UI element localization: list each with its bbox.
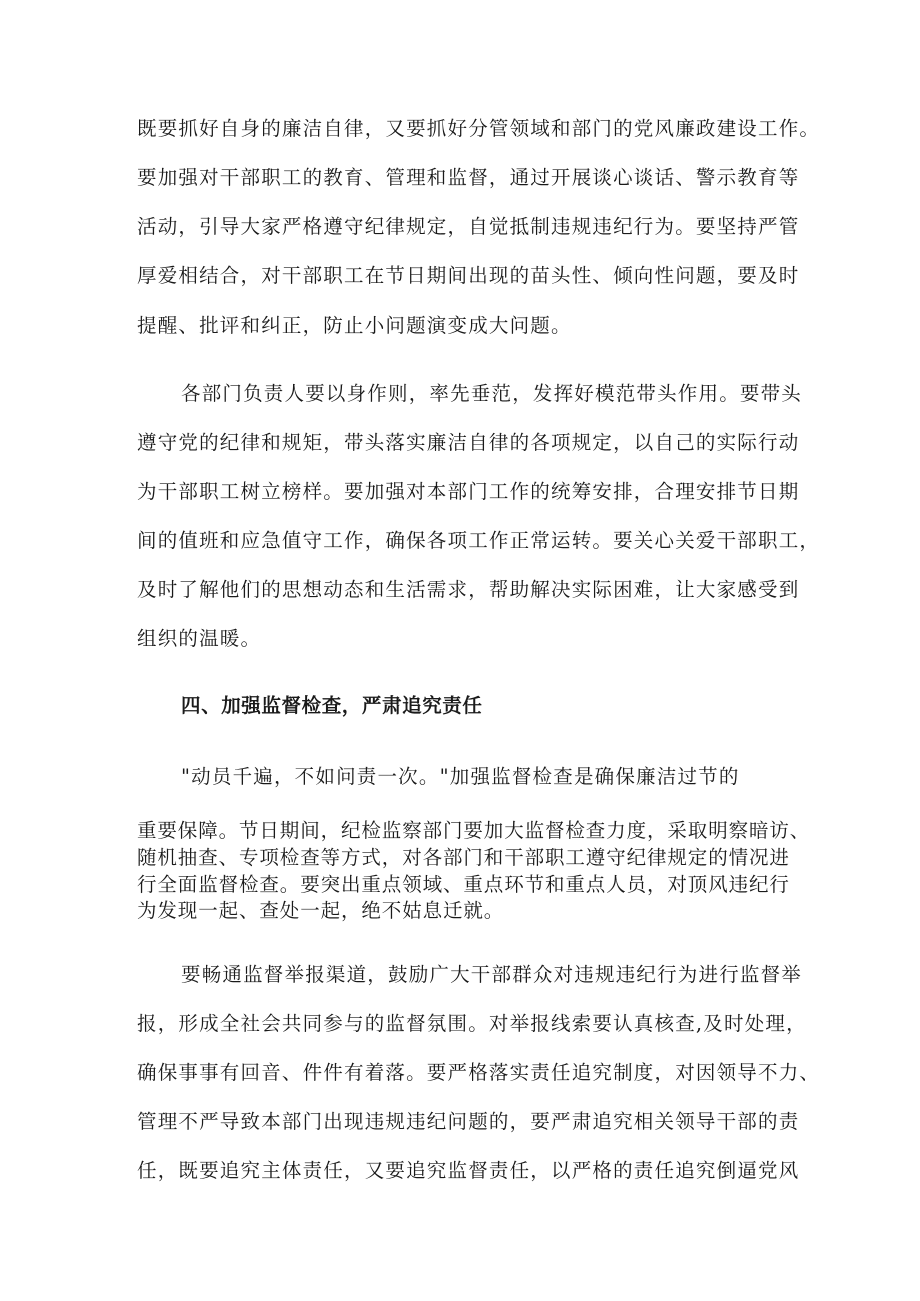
- paragraph-line: 活动，引导大家严格遵守纪律规定，自觉抵制违规违纪行为。要坚持严管: [137, 215, 800, 238]
- paragraph-line: 重要保障。节日期间，纪检监察部门要加大监督检查力度，采取明察暗访、: [137, 819, 811, 842]
- section-heading: 四、加强监督检查，严肃追究责任: [181, 694, 483, 717]
- paragraph-line: 行全面监督检查。要突出重点领域、重点环节和重点人员，对顶风违纪行: [137, 873, 790, 896]
- paragraph-line: 随机抽查、专项检查等方式，对各部门和干部职工遵守纪律规定的情况进: [137, 846, 790, 869]
- paragraph-line: 确保事事有回音、件件有着落。要严格落实责任追究制度，对因领导不力、: [137, 1061, 821, 1084]
- paragraph-line: 组织的温暖。: [137, 627, 262, 650]
- paragraph-line: 间的值班和应急值守工作，确保各项工作正常运转。要关心关爱干部职工，: [137, 529, 821, 552]
- paragraph-line: 各部门负责人要以身作则，率先垂范，发挥好模范带头作用。要带头: [181, 382, 803, 405]
- paragraph-line: 报，形成全社会共同参与的监督氛围。对举报线索要认真核查,及时处理，: [137, 1012, 807, 1035]
- paragraph-line: 及时了解他们的思想动态和生活需求，帮助解决实际困难，让大家感受到: [137, 578, 800, 601]
- paragraph-line: 遵守党的纪律和规矩，带头落实廉洁自律的各项规定，以自己的实际行动: [137, 431, 800, 454]
- paragraph-line: 为干部职工树立榜样。要加强对本部门工作的统筹安排，合理安排节日期: [137, 480, 800, 503]
- paragraph-line: 要加强对干部职工的教育、管理和监督，通过开展谈心谈话、警示教育等: [137, 166, 800, 189]
- paragraph-line: 既要抓好自身的廉洁自律，又要抓好分管领域和部门的党风廉政建设工作。: [137, 117, 821, 140]
- paragraph-line: 为发现一起、查处一起，绝不姑息迁就。: [137, 899, 505, 922]
- paragraph-line: 任，既要追究主体责任，又要追究监督责任，以严格的责任追究倒逼党风: [137, 1159, 800, 1182]
- paragraph-line: 要畅通监督举报渠道，鼓励广大干部群众对违规违纪行为进行监督举: [181, 963, 803, 986]
- paragraph-line: "动员千遍，不如问责一次。"加强监督检查是确保廉洁过节的: [181, 765, 740, 788]
- paragraph-line: 管理不严导致本部门出现违规违纪问题的，要严肃追究相关领导干部的责: [137, 1110, 800, 1133]
- paragraph-line: 提醒、批评和纠正，防止小问题演变成大问题。: [137, 314, 572, 337]
- paragraph-line: 厚爱相结合，对干部职工在节日期间出现的苗头性、倾向性问题，要及时: [137, 264, 800, 287]
